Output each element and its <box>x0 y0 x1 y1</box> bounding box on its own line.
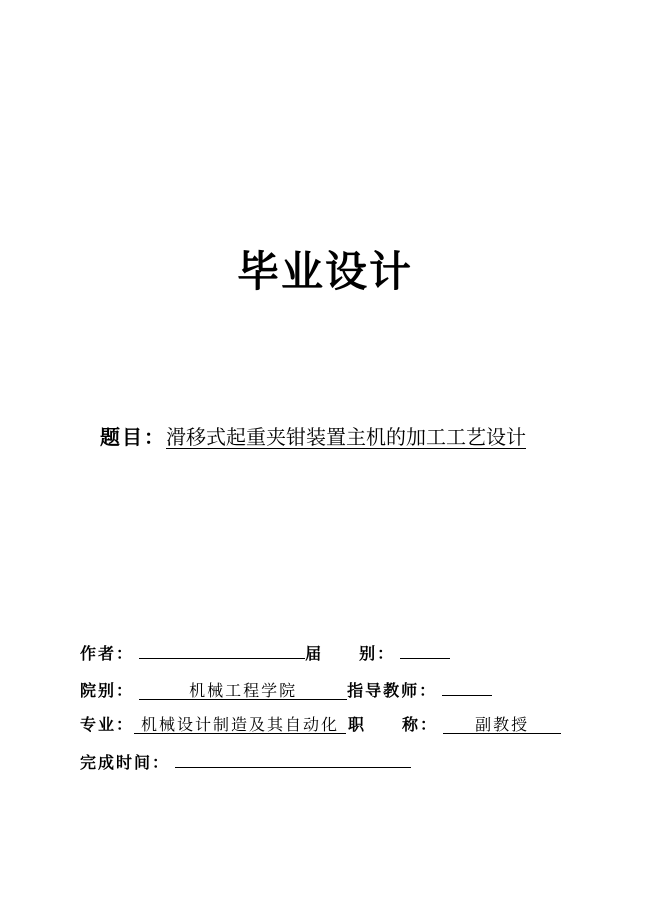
major-value: 机械设计制造及其自动化 <box>134 715 346 734</box>
author-row <box>80 640 450 666</box>
date-value <box>175 749 411 768</box>
major-label: 专业： <box>80 715 135 734</box>
date-label: 完成时间： <box>80 753 171 772</box>
college-label: 院别： <box>80 681 135 700</box>
topic-value: 滑移式起重夹钳装置主机的加工工艺设计 <box>166 425 526 449</box>
document-title: 毕业设计 <box>236 247 413 296</box>
session-value <box>400 640 450 659</box>
advisor-label: 指导教师： <box>347 681 438 700</box>
rank-label: 职 称： <box>348 715 439 734</box>
topic-line <box>100 422 526 452</box>
session-label: 届 别： <box>305 644 396 663</box>
college-value: 机械工程学院 <box>139 681 347 700</box>
topic-label: 题目： <box>100 425 166 449</box>
college-row <box>80 677 492 703</box>
advisor-value <box>442 677 492 696</box>
major-row <box>80 713 561 737</box>
author-value <box>139 640 305 659</box>
rank-value: 副教授 <box>443 715 561 734</box>
author-label: 作者： <box>80 644 135 663</box>
date-row <box>80 749 411 775</box>
